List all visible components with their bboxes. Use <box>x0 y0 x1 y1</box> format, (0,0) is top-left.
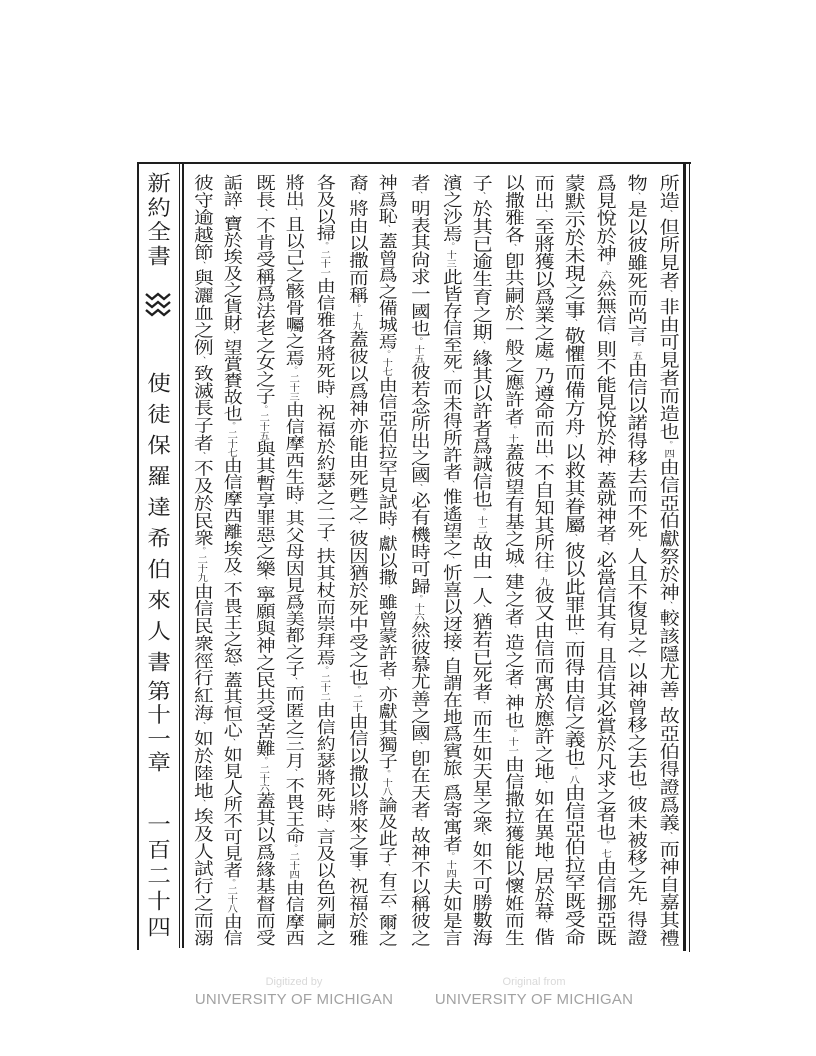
verse-text: 論及此子、有云、爾之 <box>375 795 398 947</box>
punctuation-mark: 、 <box>288 768 299 778</box>
verse-text: 由信亞伯拉罕既受命 <box>561 783 586 947</box>
verse-number: 十九 <box>350 312 362 331</box>
text-column <box>244 174 281 946</box>
punctuation-mark: 。 <box>538 569 549 578</box>
verse-text: 蓋其以爲緣基督而受 <box>251 791 275 947</box>
punctuation-mark: 、 <box>568 533 579 542</box>
verse-number: 二十九 <box>194 554 207 582</box>
punctuation-mark: 、 <box>631 191 643 201</box>
punctuation-mark: 、 <box>568 631 579 640</box>
verse-text: 所造、但所見者、非由可見者而造也。 <box>656 174 679 449</box>
punctuation-mark: 、 <box>319 819 330 829</box>
punctuation-mark: 。 <box>351 685 362 695</box>
punctuation-mark: 、 <box>225 330 237 339</box>
punctuation-mark: 、 <box>631 902 643 911</box>
punctuation-mark: 、 <box>568 435 579 444</box>
punctuation-mark: 。 <box>195 546 207 555</box>
punctuation-mark: 。 <box>444 852 456 860</box>
punctuation-mark: 。 <box>600 262 611 271</box>
punctuation-mark: 、 <box>225 737 237 746</box>
book-title: 使徒保羅達希伯來人書 <box>144 372 172 672</box>
verse-text: 彼又由信而寓於應許之地、如在異地、居於幕、偕 <box>531 586 555 947</box>
punctuation-mark: 、 <box>195 356 207 365</box>
punctuation-mark: 、 <box>662 697 674 707</box>
punctuation-mark: 、 <box>507 564 518 574</box>
verse-number: 十 <box>506 433 518 443</box>
punctuation-mark: 、 <box>476 191 487 200</box>
punctuation-mark: 、 <box>600 463 611 472</box>
verse-number: 十四 <box>443 860 456 878</box>
text-column <box>338 174 375 946</box>
punctuation-mark: 、 <box>538 209 549 218</box>
punctuation-mark: 。 <box>319 241 330 250</box>
verse-text: 由信亞伯獻祭於神、較該隱尤善、故亞伯得證爲義、而神自嘉其禮 <box>656 457 679 947</box>
punctuation-mark: 。 <box>568 766 579 775</box>
verse-text: 由信以撒以將來之事、祝福於雅 <box>344 712 368 947</box>
punctuation-mark: 、 <box>319 395 330 405</box>
verse-number: 九 <box>537 577 549 587</box>
punctuation-mark: 、 <box>195 721 207 730</box>
punctuation-mark: 。 <box>225 877 237 887</box>
punctuation-mark: 、 <box>444 480 456 488</box>
verse-number: 十八 <box>380 777 393 796</box>
punctuation-mark: 。 <box>258 756 269 765</box>
punctuation-mark: 。 <box>476 507 487 516</box>
verse-number: 二十 <box>350 694 362 713</box>
verse-text: 由信雅各將死時、祝福於約瑟之二子、扶其杖而崇拜焉。 <box>313 276 336 675</box>
verse-text: 蓋彼以爲神亦能由死甦之、彼因猶於死中受之也。 <box>344 330 368 695</box>
punctuation-mark: 。 <box>444 242 456 250</box>
punctuation-mark: 。 <box>381 769 393 778</box>
punctuation-mark: 、 <box>413 741 425 750</box>
punctuation-mark: 。 <box>507 425 518 434</box>
punctuation-mark: 、 <box>476 340 487 349</box>
punctuation-mark: 、 <box>381 585 393 594</box>
verse-number: 二十一 <box>318 249 330 277</box>
punctuation-mark: 、 <box>507 243 518 252</box>
original-institution: UNIVERSITY OF MICHIGAN <box>434 991 634 1008</box>
punctuation-mark: 、 <box>381 526 393 536</box>
punctuation-mark: 、 <box>476 604 487 613</box>
punctuation-mark: 、 <box>258 208 269 217</box>
original-from-label: Original from <box>502 976 566 988</box>
verse-text: 夫如是言 <box>438 878 462 946</box>
punctuation-mark: 、 <box>507 625 518 634</box>
verse-number: 十五 <box>412 344 425 363</box>
punctuation-mark: 、 <box>351 521 362 530</box>
punctuation-mark: 、 <box>444 649 456 657</box>
punctuation-mark: 。 <box>258 404 269 414</box>
text-column <box>618 174 655 946</box>
verse-text: 子、於其已逾生育之期、緣其以許者爲誠信也。 <box>469 174 493 516</box>
verse-text: 彼若念所出之國、必有機時可歸。 <box>406 362 430 603</box>
verse-text: 由信摩西生時、其父母因見爲美都之子、而匿之三月、不畏王命。 <box>282 401 305 853</box>
punctuation-mark: 、 <box>538 358 549 367</box>
punctuation-mark: 、 <box>444 776 456 784</box>
verse-text: 既長、不肯受稱爲法老之女之子。 <box>251 174 275 414</box>
punctuation-mark: 、 <box>288 501 299 511</box>
punctuation-mark: 、 <box>507 685 518 695</box>
punctuation-mark: 、 <box>381 224 393 233</box>
verse-text: 由信摩西 <box>282 879 305 947</box>
punctuation-mark: 、 <box>631 538 643 548</box>
punctuation-mark: 、 <box>600 638 611 647</box>
punctuation-mark: 、 <box>662 831 674 840</box>
digitizer-institution: UNIVERSITY OF MICHIGAN <box>194 991 394 1008</box>
verse-number: 五 <box>630 351 643 361</box>
punctuation-mark: 、 <box>600 542 611 551</box>
verse-number: 十六 <box>412 602 425 621</box>
verse-text: 神爲恥、蓋曾爲之備城焉。 <box>375 174 398 358</box>
verse-text: 將出、且以己之骸骨囑之焉。 <box>282 174 305 375</box>
verse-text: 裔、將由以撒而稱。 <box>344 174 368 313</box>
punctuation-mark: 、 <box>413 483 425 492</box>
punctuation-mark: 、 <box>258 577 269 586</box>
verse-number: 二十六 <box>257 764 269 792</box>
punctuation-mark: 。 <box>225 421 237 430</box>
punctuation-mark: 、 <box>476 700 487 709</box>
punctuation-mark: 。 <box>381 349 393 358</box>
punctuation-mark: 、 <box>225 207 237 216</box>
verse-number: 六 <box>599 270 611 280</box>
verse-number: 十二 <box>474 515 487 534</box>
page-number: 一百二十四 <box>144 813 172 937</box>
verse-text: 以撒雅各、卽共嗣於一般之應許者。 <box>500 174 524 434</box>
verse-text: 此皆存信至死、而未得所許者、惟遙望之、忻喜以迓接、自謂在地爲賓旅、爲寄寓者。 <box>438 268 462 860</box>
verse-text: 而出、至將獲以爲業之處、乃遵命而出、不自知其所往。 <box>531 174 555 578</box>
verse-text: 然無信、則不能見悅於神、蓋就神者、必當信其有、且信其必賞於凡求之者也。 <box>593 279 617 849</box>
verse-text: 蓋彼望有基之城、建之者、造之者、神也。 <box>500 442 524 738</box>
punctuation-mark: 、 <box>600 332 611 341</box>
text-column <box>182 174 219 946</box>
punctuation-mark: 、 <box>476 832 487 841</box>
verse-number: 二十七 <box>224 429 237 457</box>
verse-text: 者、明表其尙求一國也。 <box>406 174 430 345</box>
text-column <box>307 174 343 946</box>
running-title: 新約全書 <box>144 172 172 266</box>
punctuation-mark: 。 <box>288 366 299 375</box>
punctuation-mark: 、 <box>568 318 579 327</box>
verse-text: 彼守逾越節、與灑血之例、致滅長子者、不及於民衆。 <box>189 174 213 555</box>
punctuation-mark: 。 <box>600 840 611 849</box>
punctuation-mark: 、 <box>381 862 393 872</box>
punctuation-mark: 、 <box>538 780 549 789</box>
punctuation-mark: 、 <box>195 451 207 460</box>
punctuation-mark: 、 <box>225 572 237 581</box>
verse-text: 爲見悅於神。 <box>593 174 617 271</box>
digitized-by-label: Digitized by <box>265 976 323 988</box>
verse-text: 濱之沙焉。 <box>438 174 462 250</box>
verse-text: 與其暫享罪惡之樂、寧願與神之民共受苦難。 <box>251 440 275 765</box>
verse-number: 八 <box>567 774 579 784</box>
punctuation-mark: 。 <box>662 440 674 449</box>
punctuation-mark: 。 <box>319 665 330 675</box>
verse-text: 由信撒拉獲能以懷姙而生 <box>500 755 524 947</box>
punctuation-mark: 。 <box>288 844 299 853</box>
punctuation-mark: 、 <box>413 191 425 200</box>
verse-number: 二十八 <box>224 886 237 914</box>
punctuation-mark: 、 <box>225 663 237 672</box>
verse-text: 由信摩西離埃及、不畏王之怒、蓋其恒心、如見人所不可見者。 <box>220 456 243 887</box>
punctuation-mark: 、 <box>662 600 674 609</box>
punctuation-mark: 。 <box>351 303 362 313</box>
verse-text: 由信挪亞既 <box>593 857 617 947</box>
punctuation-mark: 、 <box>538 859 549 868</box>
punctuation-mark: 、 <box>381 904 393 913</box>
punctuation-mark: 。 <box>631 342 643 352</box>
verse-number: 二十三 <box>287 374 299 402</box>
punctuation-mark: 、 <box>413 817 425 827</box>
punctuation-mark: 、 <box>444 556 456 564</box>
verse-text: 然彼慕尤善之國、卽在天者、故神不以稱彼之 <box>406 620 430 947</box>
verse-number: 十三 <box>443 250 456 268</box>
verse-text: 由信約瑟將死時、言及以色列嗣之 <box>313 701 336 947</box>
verse-number: 二十二 <box>318 674 330 702</box>
punctuation-mark: 、 <box>381 677 393 686</box>
verse-text: 各及以掃。 <box>313 174 336 250</box>
punctuation-mark: 、 <box>351 191 362 200</box>
chapter-heading: 第十一章 <box>144 680 172 772</box>
punctuation-mark: 、 <box>631 653 643 663</box>
text-column <box>431 174 468 946</box>
text-column <box>649 174 686 946</box>
punctuation-mark: 、 <box>288 677 299 686</box>
punctuation-mark: 、 <box>288 207 299 216</box>
punctuation-mark: 、 <box>662 209 674 218</box>
text-column <box>587 174 624 946</box>
verse-text: 故由一人、猶若已死者、而生如天星之衆、如不可勝數海 <box>469 533 493 947</box>
verse-text: 由信以諾得移去而不死、人且不復見之、以神曾移之去也、彼未被移之先、得證 <box>624 360 648 947</box>
verse-text: 物、是以彼雖死而尚言。 <box>624 174 648 352</box>
punctuation-mark: 、 <box>319 539 330 548</box>
verse-number: 二十五 <box>257 413 269 441</box>
punctuation-mark: 、 <box>195 260 207 270</box>
punctuation-mark: 。 <box>413 594 425 603</box>
punctuation-mark: 、 <box>538 455 549 464</box>
verse-text: 由信民衆徑行紅海、如於陸地、埃及人試行之而溺 <box>189 581 213 947</box>
punctuation-mark: 、 <box>631 787 643 796</box>
text-column <box>400 174 437 946</box>
verse-number: 二十四 <box>287 852 299 880</box>
verse-number: 七 <box>599 848 611 858</box>
punctuation-mark: 、 <box>351 868 362 878</box>
punctuation-mark: 、 <box>662 289 674 298</box>
verse-text: 蒙默示於未現之事、敬懼而備方舟、以救其眷屬、彼以此罪世、而得由信之義也。 <box>561 174 586 775</box>
verse-number: 四 <box>661 448 674 458</box>
verse-number: 十七 <box>380 357 393 376</box>
punctuation-mark: 。 <box>507 728 518 738</box>
verse-text: 由信 <box>220 913 243 947</box>
punctuation-mark: 。 <box>413 336 425 345</box>
verse-text: 詬誶、寶於埃及之貨財、望賞賚故也。 <box>220 174 243 430</box>
verse-text: 由信亞伯拉罕見試時、獻以撒、雖曾蒙許者、亦獻其獨子。 <box>375 375 398 778</box>
punctuation-mark: 、 <box>444 370 456 378</box>
punctuation-mark: 、 <box>538 920 549 929</box>
verse-number: 十一 <box>506 737 518 756</box>
punctuation-mark: 、 <box>195 799 207 808</box>
